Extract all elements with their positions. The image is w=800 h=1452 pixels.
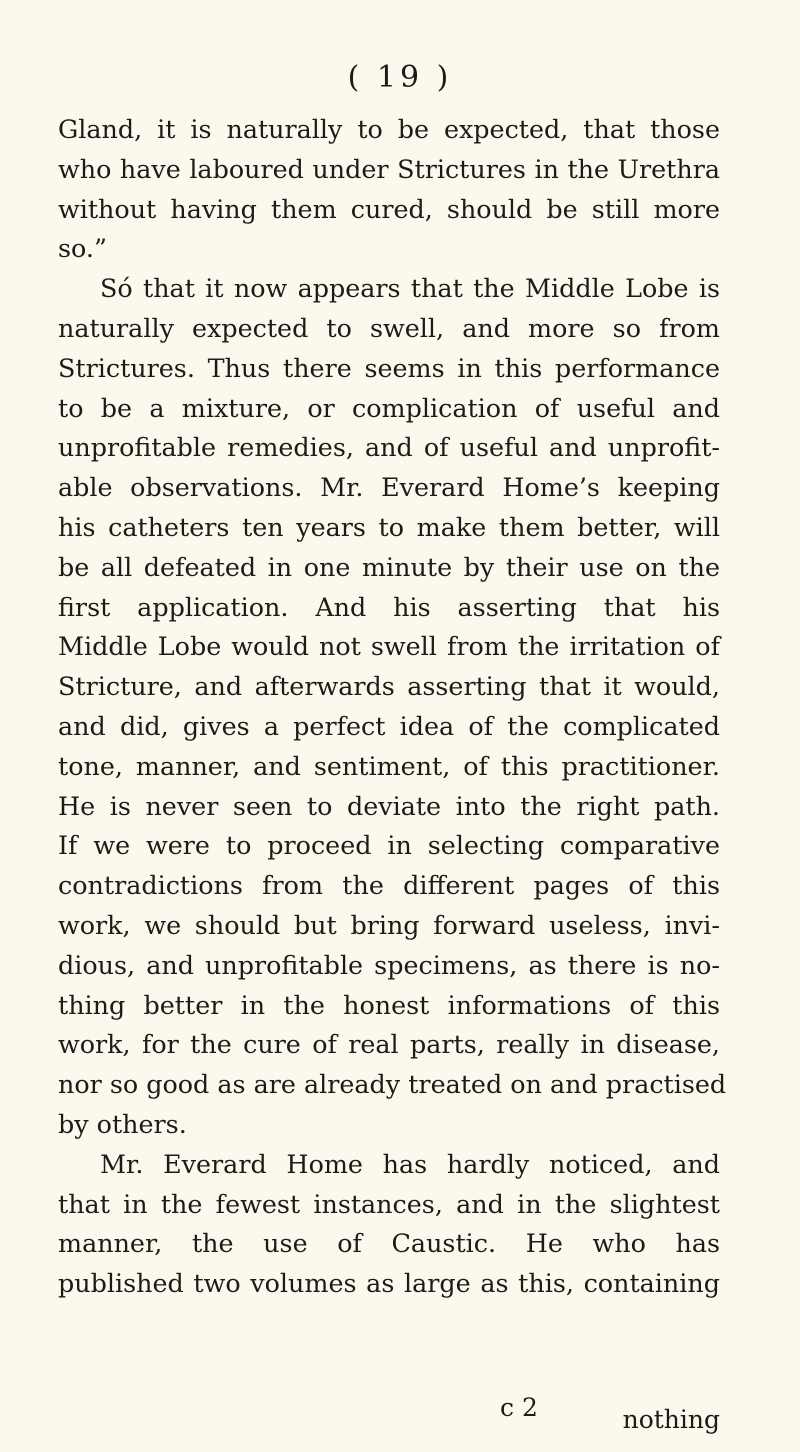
text-line: by others.: [58, 1108, 187, 1139]
text-line: unprofitable remedies, and of useful and unprofit-: [58, 432, 720, 463]
text-line: Mr. Everard Home has hardly noticed, and: [100, 1148, 720, 1179]
text-line: work, for the cure of real parts, really in disease,: [58, 1029, 720, 1060]
text-line: able observations. Mr. Everard Home’s keeping: [58, 472, 720, 503]
text-line: contradictions from the different pages of this: [58, 870, 720, 901]
page-number: ( 19 ): [347, 60, 453, 95]
text-line: be all defeated in one minute by their use on the: [58, 551, 720, 582]
text-line: first application. And his asserting that his: [58, 591, 720, 622]
text-line: and did, gives a perfect idea of the complicated: [58, 710, 720, 741]
text-line: naturally expected to swell, and more so from: [58, 312, 720, 343]
text-line: If we were to proceed in selecting comparative: [58, 830, 720, 861]
text-line: tone, manner, and sentiment, of this practitioner.: [58, 750, 720, 781]
text-line: work, we should but bring forward useless, invi-: [58, 909, 720, 940]
text-line: Stricture, and afterwards asserting that it would,: [58, 671, 720, 702]
text-line: Só that it now appears that the Middle Lobe is: [100, 273, 720, 304]
text-line: to be a mixture, or complication of useful and: [58, 392, 720, 423]
text-line: Strictures. Thus there seems in this performance: [58, 352, 720, 383]
text-line: He is never seen to deviate into the right path.: [58, 790, 720, 821]
text-line: that in the fewest instances, and in the slightest: [58, 1188, 720, 1219]
signature-mark: c 2: [500, 1393, 538, 1422]
text-line: his catheters ten years to make them better, will: [58, 511, 720, 542]
text-line: Middle Lobe would not swell from the irritation of: [58, 631, 720, 662]
body-text: [58, 110, 727, 1304]
text-line: thing better in the honest informations of this: [58, 989, 720, 1020]
text-line: Gland, it is naturally to be expected, that those: [58, 114, 720, 144]
text-line: manner, the use of Caustic. He who has: [58, 1228, 720, 1259]
text-line: nor so good as are already treated on and practised: [58, 1069, 727, 1100]
text-line: so.”: [58, 233, 107, 264]
text-line: who have laboured under Strictures in the Urethra: [58, 153, 720, 184]
text-line: without having them cured, should be still more: [58, 193, 720, 224]
catchword: nothing: [622, 1405, 720, 1434]
text-line: dious, and unprofitable specimens, as there is no-: [58, 949, 720, 980]
text-line: published two volumes as large as this, containing: [58, 1268, 720, 1299]
